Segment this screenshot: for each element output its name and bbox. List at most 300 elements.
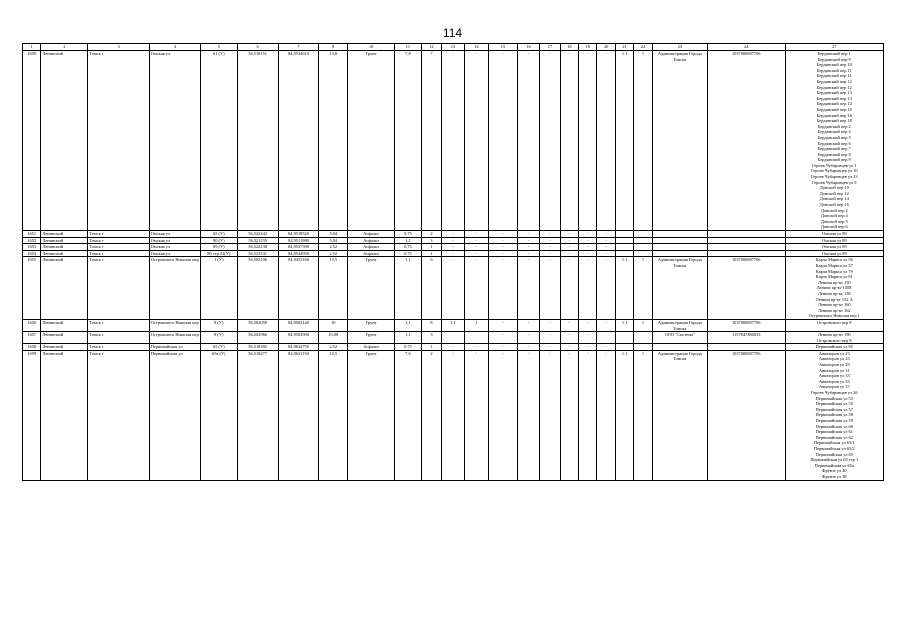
- table-cell: 84,9631150: [278, 350, 319, 480]
- header-row: [23, 44, 884, 51]
- table-cell: 90 (У): [200, 237, 237, 244]
- table-cell: 1651: [23, 231, 41, 238]
- table-cell: -: [597, 319, 615, 331]
- table-cell: 56,502966: [237, 332, 278, 344]
- column-header: 13: [442, 44, 464, 51]
- page-number: 114: [442, 26, 463, 40]
- column-header: 10: [348, 44, 395, 51]
- address-line: Первомайская ул 57: [815, 406, 853, 412]
- table-cell: -: [560, 250, 578, 257]
- table-cell: 1650: [23, 51, 41, 231]
- table-cell: -: [517, 237, 539, 244]
- table-cell: -: [517, 319, 539, 331]
- table-cell: Омская ул: [149, 250, 200, 257]
- table-cell: -: [540, 231, 560, 238]
- table-cell: [652, 344, 707, 351]
- table-cell: 1037000087706: [707, 257, 785, 320]
- table-cell: Омская ул: [149, 244, 200, 251]
- address-line: Донской пер 6: [820, 224, 848, 230]
- address-line: Карла Маркса ул 79: [815, 268, 853, 274]
- column-header: 3: [88, 44, 149, 51]
- addresses-cell: [785, 344, 883, 351]
- table-cell: Томск г: [88, 319, 149, 331]
- address-line: Омская ул 89: [821, 244, 847, 250]
- address-line: Бердянский пер 16: [816, 112, 852, 118]
- table-cell: -: [489, 250, 518, 257]
- table-cell: Грунт: [348, 319, 395, 331]
- addresses-cell: [785, 257, 883, 320]
- table-cell: 1653: [23, 244, 41, 251]
- table-cell: Омская ул: [149, 51, 200, 231]
- table-cell: 84,9453160: [278, 257, 319, 320]
- table-cell: 1037000087706: [707, 319, 785, 331]
- address-line: Карла Маркса ул 56: [815, 257, 853, 263]
- address-line: Карла Маркса ул 57: [815, 262, 853, 268]
- address-line: Авиаторов ул 23: [818, 350, 850, 356]
- address-line: Бердянский пер 1: [817, 51, 851, 56]
- table-cell: -: [517, 257, 539, 320]
- table-cell: 5,04: [319, 237, 348, 244]
- table-cell: 1: [464, 319, 489, 331]
- address-line: Первомайская ул 65а: [814, 462, 854, 468]
- table-cell: 56,518151: [237, 51, 278, 231]
- table-cell: -: [540, 350, 560, 480]
- table-cell: [615, 332, 633, 344]
- table-cell: -: [489, 350, 518, 480]
- table-cell: [707, 344, 785, 351]
- table-cell: -: [560, 237, 578, 244]
- table-row: [23, 250, 884, 257]
- address-line: Героев Чубаровцев ул 26: [811, 390, 858, 396]
- address-line: Омская ул 89: [821, 237, 847, 243]
- table-cell: Грунт: [348, 350, 395, 480]
- table-cell: 84,9534950: [278, 250, 319, 257]
- addresses-cell: [785, 244, 883, 251]
- address-line: Бердянский пер 8: [817, 151, 851, 157]
- table-cell: 1: [421, 344, 441, 351]
- address-line: Бердянский пер 11: [816, 73, 852, 79]
- table-cell: 1656: [23, 319, 41, 331]
- address-line: Бердянский пер 18: [816, 118, 852, 124]
- address-line: Бердянский пер 10: [816, 62, 852, 68]
- address-line: Ленина пр-кт 152 А: [815, 296, 853, 302]
- table-cell: [652, 237, 707, 244]
- table-cell: 8 (У): [200, 319, 237, 331]
- table-cell: -: [560, 51, 578, 231]
- table-cell: -: [442, 51, 464, 231]
- table-cell: 13,5: [319, 257, 348, 320]
- table-cell: 56,518392: [237, 344, 278, 351]
- address-line: Бердянский пер 2: [817, 123, 851, 129]
- table-cell: Омская ул: [149, 237, 200, 244]
- address-line: Карла Маркса ул 81: [815, 274, 853, 280]
- address-line: Авиаторов ул 33: [818, 373, 850, 379]
- table-cell: Томск г: [88, 244, 149, 251]
- table-cell: -: [442, 350, 464, 480]
- table-cell: -: [540, 332, 560, 344]
- table-cell: 1,1: [442, 319, 464, 331]
- table-cell: 2,52: [319, 244, 348, 251]
- address-line: Ленина пр-кт 158: [817, 290, 851, 296]
- column-header: 18: [560, 44, 578, 51]
- table-cell: 0,75: [395, 231, 422, 238]
- table-cell: -: [540, 244, 560, 251]
- table-cell: -: [579, 350, 597, 480]
- table-row: [23, 237, 884, 244]
- address-line: Донской пер 12: [819, 190, 849, 196]
- table-cell: Ленинский: [41, 231, 88, 238]
- table-cell: 1652: [23, 237, 41, 244]
- table-cell: -: [442, 244, 464, 251]
- address-line: Первомайская ул 60: [815, 423, 853, 429]
- table-cell: 65а (У): [200, 350, 237, 480]
- addresses-cell: [785, 332, 883, 344]
- table-cell: Ленинский: [41, 51, 88, 231]
- table-cell: 1: [421, 244, 441, 251]
- table-cell: -: [464, 250, 489, 257]
- table-cell: -: [464, 237, 489, 244]
- table-cell: Ленинский: [41, 237, 88, 244]
- table-cell: Администрация Города Томска: [652, 319, 707, 331]
- table-cell: Томск г: [88, 237, 149, 244]
- table-row: [23, 231, 884, 238]
- column-header: 20: [597, 44, 615, 51]
- table-cell: -: [489, 319, 518, 331]
- address-line: Первомайская ул 63/1: [813, 440, 855, 446]
- table-cell: [615, 237, 633, 244]
- table-cell: Томск г: [88, 51, 149, 231]
- table-cell: 1654: [23, 250, 41, 257]
- table-cell: 1,1: [395, 319, 422, 331]
- column-header: 4: [149, 44, 200, 51]
- address-line: Авиаторов ул 37: [818, 384, 850, 390]
- table-cell: Томск г: [88, 332, 149, 344]
- table-cell: 7,8: [395, 51, 422, 231]
- address-line: Фрунзе ул 38: [821, 473, 847, 479]
- table-cell: [464, 332, 489, 344]
- table-cell: [634, 237, 652, 244]
- address-line: Авиаторов ул 25: [818, 356, 850, 362]
- table-cell: [615, 250, 633, 257]
- column-header: 27: [785, 44, 883, 51]
- table-cell: Томск г: [88, 257, 149, 320]
- table-cell: Томск г: [88, 344, 149, 351]
- address-line: Ленина пр-кт 150: [817, 279, 851, 285]
- table-cell: 1: [634, 350, 652, 480]
- address-line: Героев Чубаровцев ул 1: [812, 162, 857, 168]
- table-cell: 1655: [23, 257, 41, 320]
- table-cell: [652, 244, 707, 251]
- address-line: Ленина пр-кт 160: [817, 302, 851, 308]
- table-cell: 1657: [23, 332, 41, 344]
- address-line: Бердянский пер 12: [816, 78, 852, 84]
- table-cell: [634, 332, 652, 344]
- table-cell: 8 (У): [200, 332, 237, 344]
- table-cell: -: [442, 231, 464, 238]
- address-line: Первомайская ул 58: [815, 412, 853, 418]
- table-cell: [442, 332, 464, 344]
- table-cell: [652, 250, 707, 257]
- table-cell: 84,9502900: [278, 332, 319, 344]
- table-cell: [634, 244, 652, 251]
- table-cell: -: [597, 237, 615, 244]
- table-cell: -: [579, 250, 597, 257]
- table-cell: 1: [634, 257, 652, 320]
- table-cell: 65 (У): [200, 231, 237, 238]
- column-header: 11: [395, 44, 422, 51]
- table-cell: Первомайская ул: [149, 350, 200, 480]
- table-cell: [707, 237, 785, 244]
- table-cell: [615, 231, 633, 238]
- table-cell: 1.1: [615, 51, 633, 231]
- table-cell: 84,9634750: [278, 344, 319, 351]
- address-line: Бердянский пер 14: [816, 101, 852, 107]
- table-cell: -: [579, 244, 597, 251]
- table-cell: Ленинский: [41, 244, 88, 251]
- column-header: 22: [634, 44, 652, 51]
- table-cell: -: [489, 51, 518, 231]
- table-row: [23, 319, 884, 331]
- table-cell: Томск г: [88, 350, 149, 480]
- address-line: Островского пер 8: [817, 319, 852, 325]
- table-cell: 1: [634, 319, 652, 331]
- table-cell: -: [517, 344, 539, 351]
- table-cell: 56,521155: [237, 237, 278, 244]
- table-cell: Асфальт: [348, 250, 395, 257]
- table-cell: -: [579, 344, 597, 351]
- column-header: 24: [707, 44, 785, 51]
- table-cell: 2: [421, 350, 441, 480]
- address-line: Первомайская ул 62: [815, 434, 853, 440]
- table-cell: Ленинский: [41, 332, 88, 344]
- table-cell: Ленинский: [41, 344, 88, 351]
- table-cell: -: [597, 257, 615, 320]
- address-line: Омская ул 89: [821, 250, 847, 256]
- table-cell: [597, 332, 615, 344]
- table-cell: Ленинский: [41, 250, 88, 257]
- table-cell: Грунт: [348, 332, 395, 344]
- table-cell: 3: [421, 332, 441, 344]
- column-header: 7: [278, 44, 319, 51]
- table-cell: -: [579, 51, 597, 231]
- table-cell: [707, 244, 785, 251]
- table-cell: -: [489, 231, 518, 238]
- table-cell: -: [489, 237, 518, 244]
- table-cell: -: [597, 231, 615, 238]
- table-cell: 89 стр 21(У): [200, 250, 237, 257]
- table-cell: 8: [421, 319, 441, 331]
- address-line: Первомайская ул 65 стр 1: [810, 457, 859, 463]
- address-line: Донской пер 14: [819, 196, 849, 202]
- address-line: Бердянский пер 13: [816, 95, 852, 101]
- table-cell: -: [560, 350, 578, 480]
- table-cell: 56,522138: [237, 244, 278, 251]
- table-cell: 1,1: [395, 237, 422, 244]
- table-cell: [634, 344, 652, 351]
- address-line: Омская ул 89: [821, 231, 847, 236]
- address-line: Ленина пр-кт 190: [817, 332, 851, 338]
- table-cell: 84,9537590: [278, 244, 319, 251]
- addresses-cell: [785, 51, 883, 231]
- table-cell: -: [464, 51, 489, 231]
- table-cell: Ленинский: [41, 350, 88, 480]
- table-cell: 1.1: [615, 319, 633, 331]
- table-cell: 1.1: [615, 350, 633, 480]
- table-cell: [707, 250, 785, 257]
- address-line: Героев Чубаровцев ул 10: [811, 168, 858, 174]
- column-header: 14: [464, 44, 489, 51]
- table-row: [23, 350, 884, 480]
- table-cell: 89 (У): [200, 244, 237, 251]
- address-line: Донской пер 2: [820, 207, 848, 213]
- column-header: 12: [421, 44, 441, 51]
- table-cell: 1,1: [395, 332, 422, 344]
- column-header: 8: [319, 44, 348, 51]
- table-cell: -: [442, 250, 464, 257]
- column-header: 1: [23, 44, 41, 51]
- table-cell: ООО "Система": [652, 332, 707, 344]
- table-cell: 1 (У): [200, 257, 237, 320]
- address-line: Первомайская ул 59: [815, 418, 853, 423]
- table-cell: -: [489, 332, 518, 344]
- table-cell: -: [517, 231, 539, 238]
- column-header: 2: [41, 44, 88, 51]
- table-cell: -: [560, 319, 578, 331]
- table-cell: -: [442, 237, 464, 244]
- table-cell: 7,6: [395, 350, 422, 480]
- table-cell: -: [579, 231, 597, 238]
- table-cell: -: [597, 51, 615, 231]
- table-cell: 56,518277: [237, 350, 278, 480]
- table-cell: -: [560, 257, 578, 320]
- table-cell: -: [579, 237, 597, 244]
- table-cell: -: [517, 332, 539, 344]
- table-cell: 2: [421, 231, 441, 238]
- table-cell: [615, 344, 633, 351]
- table-cell: 13,5: [319, 350, 348, 480]
- table-cell: Ленинский: [41, 319, 88, 331]
- table-cell: -: [517, 350, 539, 480]
- table-cell: [652, 231, 707, 238]
- table-cell: -: [489, 257, 518, 320]
- address-line: Героев Чубаровцев ул 9: [812, 179, 857, 185]
- table-cell: 13,8: [319, 51, 348, 231]
- table-cell: 1,1: [395, 257, 422, 320]
- table-cell: 5,04: [319, 231, 348, 238]
- address-line: Бердянский пер 11: [816, 67, 852, 73]
- table-cell: -: [464, 350, 489, 480]
- table-cell: -: [597, 344, 615, 351]
- table-cell: Островского Николая пер: [149, 332, 200, 344]
- address-line: Бердянский пер 7: [817, 146, 851, 152]
- table-cell: Омская ул: [149, 231, 200, 238]
- table-cell: -: [517, 51, 539, 231]
- table-cell: Первомайская ул: [149, 344, 200, 351]
- table-cell: -: [560, 344, 578, 351]
- address-line: Авиаторов ул 31: [818, 367, 850, 373]
- table-cell: Грунт: [348, 257, 395, 320]
- table-cell: 84,9534610: [278, 51, 319, 231]
- table-cell: 1: [634, 51, 652, 231]
- table-cell: -: [579, 257, 597, 320]
- table-cell: [634, 231, 652, 238]
- table-cell: [634, 250, 652, 257]
- table-cell: -: [540, 319, 560, 331]
- table-cell: 1659: [23, 350, 41, 480]
- address-line: Островского пер 8: [817, 337, 852, 343]
- table-cell: 2,52: [319, 344, 348, 351]
- table-cell: 0,75: [395, 244, 422, 251]
- table-row: [23, 51, 884, 231]
- table-cell: 0,75: [395, 250, 422, 257]
- table-cell: -: [517, 250, 539, 257]
- table-cell: 56,523331: [237, 250, 278, 257]
- table-cell: 3: [421, 237, 441, 244]
- table-cell: 56,502058: [237, 319, 278, 331]
- address-line: Фрунзе ул 40: [821, 468, 847, 474]
- column-header: 16: [517, 44, 539, 51]
- address-line: Первомайская ул 61: [815, 429, 853, 435]
- table-cell: 65 (У): [200, 344, 237, 351]
- table-cell: 6: [421, 257, 441, 320]
- table-cell: -: [579, 319, 597, 331]
- table-cell: -: [597, 250, 615, 257]
- address-line: Авиаторов ул 29: [818, 362, 850, 368]
- table-cell: 10,08: [319, 332, 348, 344]
- table-cell: -: [464, 344, 489, 351]
- table-cell: 1658: [23, 344, 41, 351]
- addresses-cell: [785, 231, 883, 238]
- table-cell: Грунт: [348, 51, 395, 231]
- addresses-cell: [785, 237, 883, 244]
- table-cell: [615, 244, 633, 251]
- table-cell: 2,52: [319, 250, 348, 257]
- address-line: Донской пер 16: [819, 202, 849, 208]
- register-table: [22, 43, 884, 481]
- table-cell: 1157847386033: [707, 332, 785, 344]
- table-cell: Асфальт: [348, 231, 395, 238]
- addresses-cell: [785, 350, 883, 480]
- table-row: [23, 244, 884, 251]
- table-cell: -: [579, 332, 597, 344]
- column-header: 23: [652, 44, 707, 51]
- table-cell: -: [540, 51, 560, 231]
- table-cell: -: [560, 332, 578, 344]
- address-line: Бердянский пер 9: [817, 157, 851, 163]
- column-header: 17: [540, 44, 560, 51]
- column-header: 5: [200, 44, 237, 51]
- table-cell: 84,9518520: [278, 231, 319, 238]
- table-cell: -: [464, 231, 489, 238]
- table-cell: -: [489, 244, 518, 251]
- table-cell: 1037000087706: [707, 350, 785, 480]
- table-cell: 84,9502140: [278, 319, 319, 331]
- table-cell: Островского Николая пер: [149, 257, 200, 320]
- addresses-cell: [785, 250, 883, 257]
- table-cell: -: [464, 257, 489, 320]
- address-line: Островского Николая пер 1: [808, 313, 860, 319]
- address-line: Первомайская ул 63/2: [813, 445, 855, 451]
- table-cell: 84,9511980: [278, 237, 319, 244]
- table-cell: Администрация Города Томска: [652, 257, 707, 320]
- address-line: Героев Чубаровцев ул 13: [811, 174, 858, 180]
- table-cell: 56,522242: [237, 231, 278, 238]
- address-line: Бердянский пер 4: [817, 129, 851, 135]
- address-line: Первомайская ул 65: [815, 344, 853, 350]
- table-cell: 1.1: [615, 257, 633, 320]
- table-cell: Асфальт: [348, 237, 395, 244]
- address-line: Ленина пр-кт 162: [817, 307, 851, 313]
